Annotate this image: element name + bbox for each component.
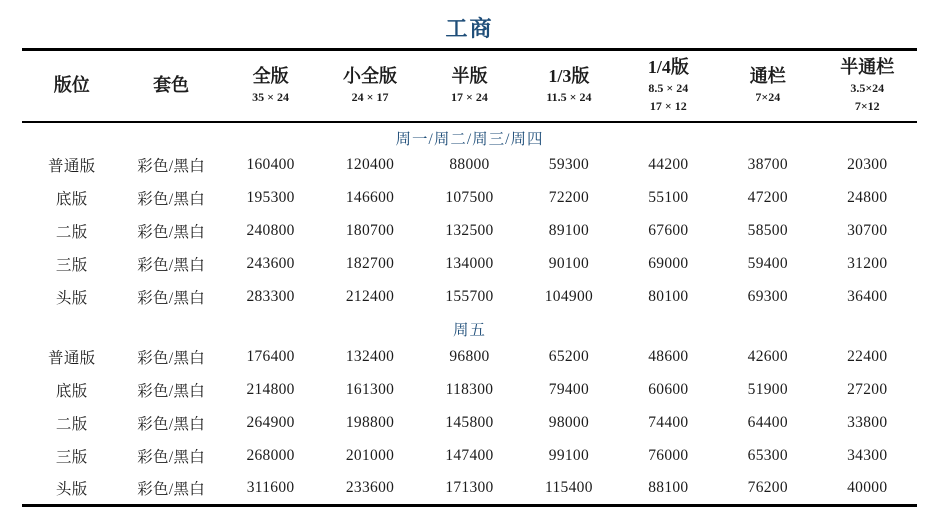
- price-cell: 240800: [246, 222, 295, 239]
- price-cell: 90100: [548, 255, 590, 272]
- table-row: [22, 149, 917, 182]
- price-cell: 69300: [747, 288, 788, 305]
- price-cell: 44200: [648, 156, 689, 173]
- column-header: [818, 50, 918, 122]
- column-label: 小全版: [343, 66, 398, 87]
- price-cell: 283300: [246, 288, 295, 305]
- table-row: [22, 281, 917, 314]
- price-cell: 31200: [847, 255, 888, 272]
- table-row: [22, 215, 917, 248]
- column-size: 17 × 12: [649, 99, 687, 114]
- price-cell: 176400: [246, 348, 295, 365]
- table-row: [22, 407, 917, 440]
- price-cell: 155700: [445, 288, 494, 305]
- price-cell: 160400: [246, 156, 295, 173]
- price-cell: 146600: [345, 189, 395, 206]
- position-cell: 二版: [55, 224, 88, 241]
- column-header: [320, 50, 419, 122]
- table-row: [22, 182, 917, 215]
- price-cell: 72200: [548, 189, 590, 206]
- page-title: 工商: [445, 16, 494, 41]
- color-cell: 彩色/黑白: [137, 449, 206, 466]
- column-label: 1/4版: [647, 57, 689, 78]
- table-row: [22, 473, 917, 506]
- section-row: [22, 314, 917, 341]
- price-cell: 47200: [747, 189, 788, 206]
- column-size: 7×12: [854, 99, 880, 114]
- price-cell: 171300: [445, 479, 494, 497]
- column-label: 通栏: [749, 66, 786, 87]
- price-cell: 195300: [246, 189, 295, 206]
- price-cell: 88000: [449, 156, 490, 173]
- column-size: 8.5 × 24: [648, 80, 689, 95]
- price-cell: 27200: [847, 381, 888, 398]
- price-cell: 80100: [648, 288, 689, 305]
- section-row: [22, 122, 917, 149]
- price-cell: 99100: [548, 447, 590, 464]
- table-row: [22, 248, 917, 281]
- price-cell: 34300: [847, 447, 888, 464]
- price-cell: 118300: [445, 381, 494, 398]
- color-cell: 彩色/黑白: [137, 158, 206, 175]
- price-cell: 79400: [548, 381, 590, 398]
- price-cell: 311600: [246, 479, 295, 497]
- column-size: 7×24: [755, 90, 781, 104]
- price-cell: 201000: [345, 447, 395, 464]
- price-cell: 212400: [345, 288, 395, 305]
- price-cell: 264900: [246, 414, 295, 431]
- price-cell: 33800: [847, 414, 888, 431]
- price-cell: 268000: [246, 447, 295, 464]
- section-header: 周一/周二/周三/周四: [395, 130, 544, 148]
- color-cell: 彩色/黑白: [137, 224, 206, 241]
- price-cell: 96800: [449, 348, 490, 365]
- color-cell: 彩色/黑白: [137, 383, 206, 400]
- column-label: 套色: [153, 75, 190, 96]
- price-cell: 67600: [648, 222, 689, 239]
- column-header: [519, 50, 618, 122]
- price-cell: 36400: [847, 288, 888, 305]
- price-cell: 180700: [345, 222, 395, 239]
- column-size: 35 × 24: [252, 90, 290, 104]
- table-row: [22, 374, 917, 407]
- price-cell: 243600: [246, 255, 295, 272]
- price-cell: 233600: [345, 479, 395, 497]
- position-cell: 底版: [55, 191, 88, 208]
- price-cell: 51900: [747, 381, 788, 398]
- price-cell: 42600: [747, 348, 788, 365]
- column-header: [619, 50, 718, 122]
- position-cell: 三版: [55, 449, 88, 466]
- price-cell: 48600: [648, 348, 689, 365]
- column-label: 全版: [252, 66, 289, 87]
- price-cell: 30700: [847, 222, 888, 239]
- position-cell: 普通版: [48, 158, 96, 175]
- color-cell: 彩色/黑白: [137, 257, 206, 274]
- table-row: [22, 440, 917, 473]
- price-cell: 134000: [445, 255, 494, 272]
- header-row: [22, 50, 917, 122]
- column-header: [718, 50, 817, 122]
- table-row: [22, 341, 917, 374]
- price-cell: 60600: [648, 381, 689, 398]
- color-cell: 彩色/黑白: [137, 290, 206, 307]
- rates-table: [22, 48, 917, 507]
- color-cell: 彩色/黑白: [137, 481, 206, 499]
- color-cell: 彩色/黑白: [137, 350, 206, 367]
- price-cell: 65200: [548, 348, 590, 365]
- price-cell: 98000: [548, 414, 590, 431]
- position-cell: 底版: [55, 383, 88, 400]
- price-cell: 76200: [747, 479, 788, 497]
- price-cell: 38700: [747, 156, 788, 173]
- price-cell: 65300: [747, 447, 788, 464]
- column-header: [22, 50, 121, 122]
- section-header: 周五: [452, 322, 486, 339]
- color-cell: 彩色/黑白: [137, 416, 206, 433]
- price-cell: 120400: [345, 156, 395, 173]
- price-cell: 107500: [445, 189, 494, 206]
- price-cell: 76000: [648, 447, 689, 464]
- price-cell: 64400: [747, 414, 788, 431]
- price-cell: 58500: [747, 222, 788, 239]
- price-cell: 40000: [847, 479, 888, 497]
- rates-table-body: [22, 122, 917, 506]
- price-cell: 88100: [648, 479, 689, 497]
- price-cell: 89100: [548, 222, 590, 239]
- price-cell: 69000: [648, 255, 689, 272]
- price-cell: 20300: [847, 156, 888, 173]
- column-header: [420, 50, 519, 122]
- price-cell: 214800: [246, 381, 295, 398]
- position-cell: 普通版: [48, 350, 96, 367]
- price-cell: 182700: [345, 255, 395, 272]
- position-cell: 头版: [55, 290, 88, 307]
- price-cell: 74400: [648, 414, 689, 431]
- position-cell: 三版: [55, 257, 88, 274]
- position-cell: 头版: [55, 481, 88, 499]
- position-cell: 二版: [55, 416, 88, 433]
- price-cell: 22400: [847, 348, 888, 365]
- price-cell: 59300: [548, 156, 590, 173]
- column-label: 半通栏: [840, 57, 895, 78]
- column-size: 11.5 × 24: [546, 90, 592, 104]
- price-cell: 147400: [445, 447, 494, 464]
- price-cell: 132400: [345, 348, 395, 365]
- price-cell: 59400: [747, 255, 788, 272]
- color-cell: 彩色/黑白: [137, 191, 206, 208]
- column-size: 17 × 24: [451, 90, 488, 104]
- price-cell: 104900: [544, 288, 594, 305]
- column-label: 半版: [451, 66, 488, 87]
- column-header: [221, 50, 320, 122]
- price-cell: 145800: [445, 414, 494, 431]
- price-cell: 198800: [345, 414, 395, 431]
- price-cell: 115400: [545, 479, 593, 497]
- column-label: 1/3版: [548, 66, 590, 87]
- price-cell: 24800: [847, 189, 888, 206]
- column-size: 24 × 17: [351, 90, 389, 104]
- column-label: 版位: [53, 75, 90, 96]
- column-header: [121, 50, 220, 122]
- price-cell: 161300: [345, 381, 395, 398]
- column-size: 3.5×24: [850, 80, 885, 95]
- price-cell: 132500: [445, 222, 494, 239]
- price-cell: 55100: [648, 189, 689, 206]
